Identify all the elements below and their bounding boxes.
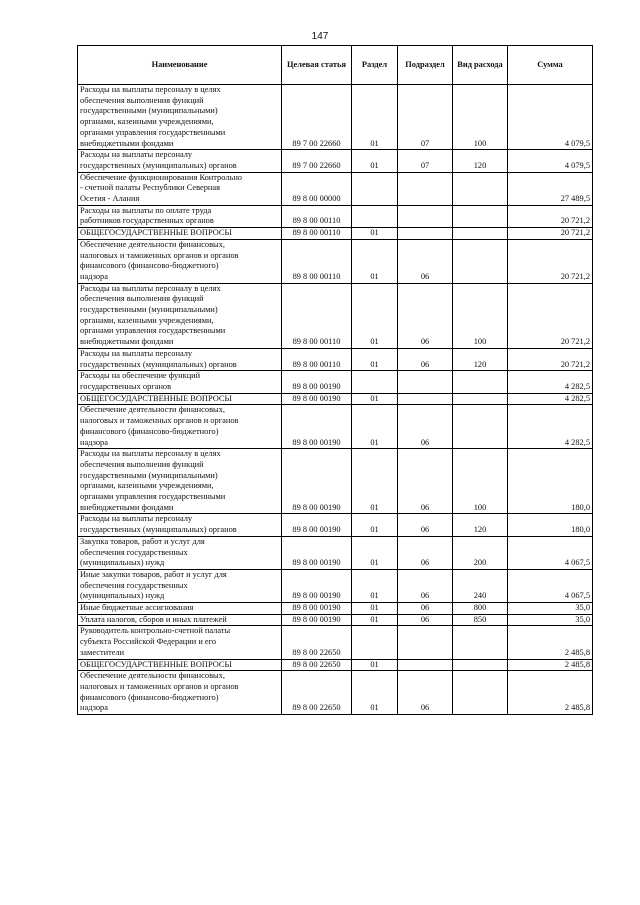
column-header-summa: Сумма (508, 46, 593, 85)
cell-vid: 850 (453, 614, 508, 626)
table-row (78, 172, 593, 205)
table-row (78, 626, 593, 659)
table-row (78, 348, 593, 370)
cell-podrazdel: 06 (398, 614, 453, 626)
cell-name: ОБЩЕГОСУДАРСТВЕННЫЕ ВОПРОСЫ (78, 659, 282, 671)
cell-summa: 2 485,8 (508, 659, 593, 671)
cell-razdel: 01 (352, 536, 398, 569)
cell-csr: 89 7 00 22660 (282, 150, 352, 172)
cell-razdel: 01 (352, 671, 398, 715)
cell-podrazdel: 06 (398, 603, 453, 615)
cell-csr: 89 8 00 00110 (282, 228, 352, 240)
table-row (78, 405, 593, 449)
cell-razdel: 01 (352, 348, 398, 370)
cell-podrazdel (398, 659, 453, 671)
cell-vid (453, 172, 508, 205)
table-row (78, 371, 593, 393)
cell-csr: 89 8 00 00190 (282, 514, 352, 536)
cell-csr: 89 7 00 22660 (282, 85, 352, 150)
cell-vid (453, 205, 508, 227)
cell-podrazdel: 06 (398, 348, 453, 370)
cell-summa: 4 079,5 (508, 85, 593, 150)
cell-summa: 4 282,5 (508, 371, 593, 393)
cell-razdel: 01 (352, 393, 398, 405)
cell-csr: 89 8 00 00110 (282, 205, 352, 227)
cell-podrazdel (398, 172, 453, 205)
cell-summa: 20 721,2 (508, 239, 593, 283)
table-row (78, 85, 593, 150)
cell-vid: 200 (453, 536, 508, 569)
cell-csr: 89 8 00 00190 (282, 393, 352, 405)
cell-summa: 4 282,5 (508, 405, 593, 449)
cell-razdel (352, 205, 398, 227)
table-row (78, 205, 593, 227)
table-row (78, 569, 593, 602)
cell-podrazdel: 07 (398, 85, 453, 150)
table-row (78, 228, 593, 240)
cell-razdel: 01 (352, 603, 398, 615)
table-header-row (78, 46, 593, 85)
cell-summa: 2 485,8 (508, 671, 593, 715)
cell-name: Закупка товаров, работ и услуг для обеспечения государственных (муниципальных) нужд (78, 536, 282, 569)
cell-name: Расходы на обеспечение функций государственных органов (78, 371, 282, 393)
cell-name: Расходы на выплаты персоналу в целях обеспечения выполнения функций государственными (муниципальными) органами, казенными учреждениями, органами управления государственными внебюджетными фондами (78, 449, 282, 514)
cell-csr: 89 8 00 00190 (282, 614, 352, 626)
cell-podrazdel: 06 (398, 449, 453, 514)
cell-name: Расходы на выплаты персоналу в целях обеспечения выполнения функций государственными (муниципальными) органами, казенными учреждениями, органами управления государственными внебюджетными фондами (78, 85, 282, 150)
cell-podrazdel: 06 (398, 536, 453, 569)
cell-razdel: 01 (352, 239, 398, 283)
cell-csr: 89 8 00 00190 (282, 569, 352, 602)
cell-name: Расходы на выплаты персоналу государственных (муниципальных) органов (78, 150, 282, 172)
cell-razdel: 01 (352, 283, 398, 348)
table-row (78, 603, 593, 615)
cell-summa: 2 485,8 (508, 626, 593, 659)
cell-vid (453, 405, 508, 449)
table-body (78, 85, 593, 715)
cell-summa: 35,0 (508, 603, 593, 615)
cell-vid: 120 (453, 514, 508, 536)
cell-name: Обеспечение деятельности финансовых, налоговых и таможенных органов и органов финансового (финансово-бюджетного) надзора (78, 239, 282, 283)
cell-vid: 800 (453, 603, 508, 615)
cell-name: Расходы на выплаты по оплате труда работников государственных органов (78, 205, 282, 227)
cell-vid: 100 (453, 283, 508, 348)
cell-name: ОБЩЕГОСУДАРСТВЕННЫЕ ВОПРОСЫ (78, 393, 282, 405)
cell-summa: 20 721,2 (508, 228, 593, 240)
cell-razdel: 01 (352, 569, 398, 602)
cell-razdel (352, 626, 398, 659)
cell-razdel: 01 (352, 150, 398, 172)
cell-name: Обеспечение деятельности финансовых, налоговых и таможенных органов и органов финансового (финансово-бюджетного) надзора (78, 671, 282, 715)
cell-vid (453, 228, 508, 240)
cell-razdel: 01 (352, 659, 398, 671)
cell-vid (453, 626, 508, 659)
cell-csr: 89 8 00 00190 (282, 405, 352, 449)
cell-vid (453, 659, 508, 671)
cell-podrazdel (398, 228, 453, 240)
cell-csr: 89 8 00 00190 (282, 449, 352, 514)
cell-summa: 4 067,5 (508, 536, 593, 569)
cell-vid: 100 (453, 85, 508, 150)
cell-summa: 4 282,5 (508, 393, 593, 405)
cell-name: ОБЩЕГОСУДАРСТВЕННЫЕ ВОПРОСЫ (78, 228, 282, 240)
cell-csr: 89 8 00 00110 (282, 348, 352, 370)
cell-podrazdel (398, 205, 453, 227)
cell-vid (453, 393, 508, 405)
cell-razdel: 01 (352, 228, 398, 240)
cell-razdel: 01 (352, 449, 398, 514)
cell-podrazdel: 06 (398, 283, 453, 348)
cell-vid (453, 671, 508, 715)
table-row (78, 671, 593, 715)
table-row (78, 449, 593, 514)
cell-csr: 89 8 00 00190 (282, 371, 352, 393)
table-row (78, 393, 593, 405)
cell-name: Обеспечение деятельности финансовых, налоговых и таможенных органов и органов финансового (финансово-бюджетного) надзора (78, 405, 282, 449)
cell-vid: 120 (453, 150, 508, 172)
cell-name: Обеспечение функционирования Контрольно - счетной палаты Республики Северная Осетия - Алания (78, 172, 282, 205)
cell-name: Расходы на выплаты персоналу государственных (муниципальных) органов (78, 348, 282, 370)
table-row (78, 659, 593, 671)
cell-summa: 20 721,2 (508, 348, 593, 370)
cell-razdel: 01 (352, 614, 398, 626)
page-number: 147 (311, 31, 329, 42)
cell-summa: 4 067,5 (508, 569, 593, 602)
cell-csr: 89 8 00 22650 (282, 659, 352, 671)
cell-name: Уплата налогов, сборов и иных платежей (78, 614, 282, 626)
cell-summa: 27 489,5 (508, 172, 593, 205)
cell-podrazdel (398, 626, 453, 659)
table-row (78, 239, 593, 283)
column-header-csr: Целевая статья (282, 46, 352, 85)
cell-vid: 120 (453, 348, 508, 370)
cell-podrazdel: 06 (398, 671, 453, 715)
column-header-razdel: Раздел (352, 46, 398, 85)
cell-csr: 89 8 00 00190 (282, 603, 352, 615)
cell-summa: 20 721,2 (508, 205, 593, 227)
cell-csr: 89 8 00 22650 (282, 671, 352, 715)
cell-vid: 240 (453, 569, 508, 602)
cell-name: Иные закупки товаров, работ и услуг для обеспечения государственных (муниципальных) нужд (78, 569, 282, 602)
cell-razdel (352, 172, 398, 205)
cell-razdel: 01 (352, 514, 398, 536)
cell-name: Расходы на выплаты персоналу в целях обеспечения выполнения функций государственными (муниципальными) органами, казенными учреждениями, органами управления государственными внебюджетными фондами (78, 283, 282, 348)
cell-csr: 89 8 00 00110 (282, 239, 352, 283)
cell-razdel: 01 (352, 85, 398, 150)
table-row (78, 536, 593, 569)
table-row (78, 514, 593, 536)
cell-name: Расходы на выплаты персоналу государственных (муниципальных) органов (78, 514, 282, 536)
table-row (78, 150, 593, 172)
cell-podrazdel (398, 393, 453, 405)
cell-summa: 180,0 (508, 514, 593, 536)
cell-summa: 35,0 (508, 614, 593, 626)
cell-vid (453, 371, 508, 393)
cell-podrazdel (398, 371, 453, 393)
cell-name: Руководитель контрольно-счетной палаты субъекта Российской Федерации и его заместители (78, 626, 282, 659)
cell-podrazdel: 06 (398, 405, 453, 449)
cell-csr: 89 8 00 00000 (282, 172, 352, 205)
cell-razdel: 01 (352, 405, 398, 449)
cell-razdel (352, 371, 398, 393)
table-row (78, 614, 593, 626)
cell-podrazdel: 06 (398, 569, 453, 602)
cell-podrazdel: 07 (398, 150, 453, 172)
cell-csr: 89 8 00 00110 (282, 283, 352, 348)
column-header-podrazdel: Подраздел (398, 46, 453, 85)
cell-vid (453, 239, 508, 283)
column-header-vid: Вид расхода (453, 46, 508, 85)
table-row (78, 283, 593, 348)
cell-vid: 100 (453, 449, 508, 514)
cell-name: Иные бюджетные ассигнования (78, 603, 282, 615)
cell-summa: 20 721,2 (508, 283, 593, 348)
cell-csr: 89 8 00 22650 (282, 626, 352, 659)
column-header-name: Наименование (78, 46, 282, 85)
cell-podrazdel: 06 (398, 514, 453, 536)
cell-csr: 89 8 00 00190 (282, 536, 352, 569)
cell-summa: 180,0 (508, 449, 593, 514)
cell-podrazdel: 06 (398, 239, 453, 283)
budget-table (77, 45, 593, 715)
cell-summa: 4 079,5 (508, 150, 593, 172)
